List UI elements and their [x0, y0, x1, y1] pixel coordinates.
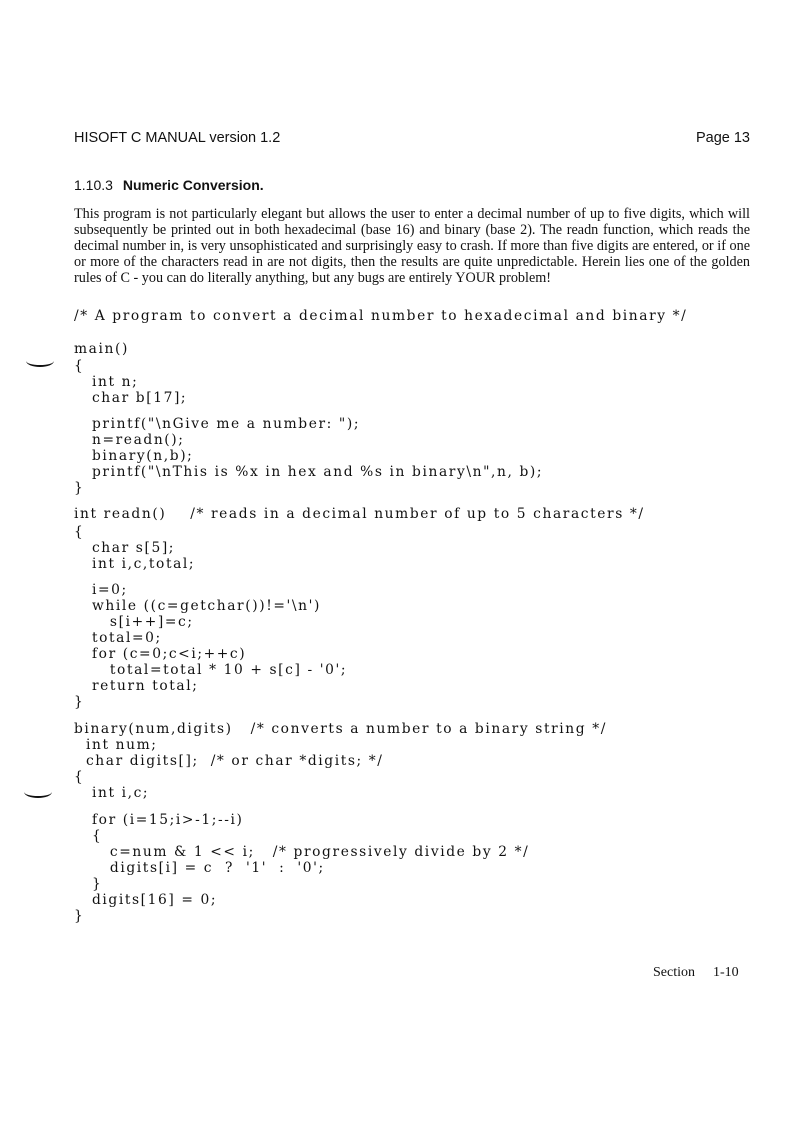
- code-line: int num;: [74, 737, 158, 753]
- section-title: Numeric Conversion.: [122, 177, 264, 193]
- code-line: digits[i] = c ? '1' : '0';: [74, 860, 325, 876]
- intro-paragraph: This program is not particularly elegant but allows the user to enter a decimal number of up to five digits, which will subsequently be printed out in both hexadecimal (base 16) and binary (base 2). The readn function, which reads the decimal number in, is very unsophisticated and surprisingly easy to crash. If more than five digits are entered, or if one or more of the characters read in are not digits, then the results are quite unpredictable. Herein lies one of the golden rules of C - you can do literally anything, but any bugs are entirely YOUR problem!: [74, 206, 750, 287]
- code-line: char s[5];: [74, 540, 176, 556]
- code-line: int i,c,total;: [74, 556, 196, 572]
- section-heading: [74, 177, 264, 193]
- code-line: char digits[]; /* or char *digits; */: [74, 753, 384, 769]
- code-line: }: [74, 876, 103, 892]
- footer-section: [653, 965, 739, 981]
- code-line: {: [74, 358, 85, 374]
- code-line: {: [74, 524, 85, 540]
- code-line: int n;: [74, 374, 139, 390]
- margin-tick-mark: [24, 786, 52, 798]
- code-line: printf("\nGive me a number: ");: [74, 416, 361, 432]
- code-line: {: [74, 769, 85, 785]
- margin-tick-mark: [26, 355, 54, 367]
- footer-section-number: 1-10: [713, 965, 739, 980]
- code-line: char b[17];: [74, 390, 188, 406]
- page-number: Page 13: [695, 130, 750, 146]
- code-line: return total;: [74, 678, 199, 694]
- code-line: total=0;: [74, 630, 162, 646]
- code-line: i=0;: [74, 582, 128, 598]
- code-line: }: [74, 694, 85, 710]
- code-line: printf("\nThis is %x in hex and %s in binary\n",n, b);: [74, 464, 544, 480]
- code-line: for (i=15;i>-1;--i): [74, 812, 244, 828]
- code-line: while ((c=getchar())!='\n'): [74, 598, 322, 614]
- code-line: total=total * 10 + s[c] - '0';: [74, 662, 348, 678]
- code-line: }: [74, 908, 85, 924]
- section-number: 1.10.3: [74, 177, 113, 193]
- code-line: for (c=0;c<i;++c): [74, 646, 247, 662]
- code-line: int i,c;: [74, 785, 150, 801]
- code-line: s[i++]=c;: [74, 614, 194, 630]
- header-title: HISOFT C MANUAL version 1.2: [74, 130, 281, 146]
- code-line: int readn() /* reads in a decimal number of up to 5 characters */: [74, 506, 645, 522]
- code-line: main(): [74, 341, 129, 357]
- code-line: binary(num,digits) /* converts a number to a binary string */: [74, 721, 607, 737]
- code-line: c=num & 1 << i; /* progressively divide by 2 */: [74, 844, 530, 860]
- code-line: {: [74, 828, 103, 844]
- code-line: binary(n,b);: [74, 448, 194, 464]
- footer-section-label: Section: [653, 965, 695, 980]
- code-line: /* A program to convert a decimal number to hexadecimal and binary */: [74, 308, 688, 324]
- code-line: }: [74, 480, 85, 496]
- code-line: digits[16] = 0;: [74, 892, 218, 908]
- code-line: n=readn();: [74, 432, 185, 448]
